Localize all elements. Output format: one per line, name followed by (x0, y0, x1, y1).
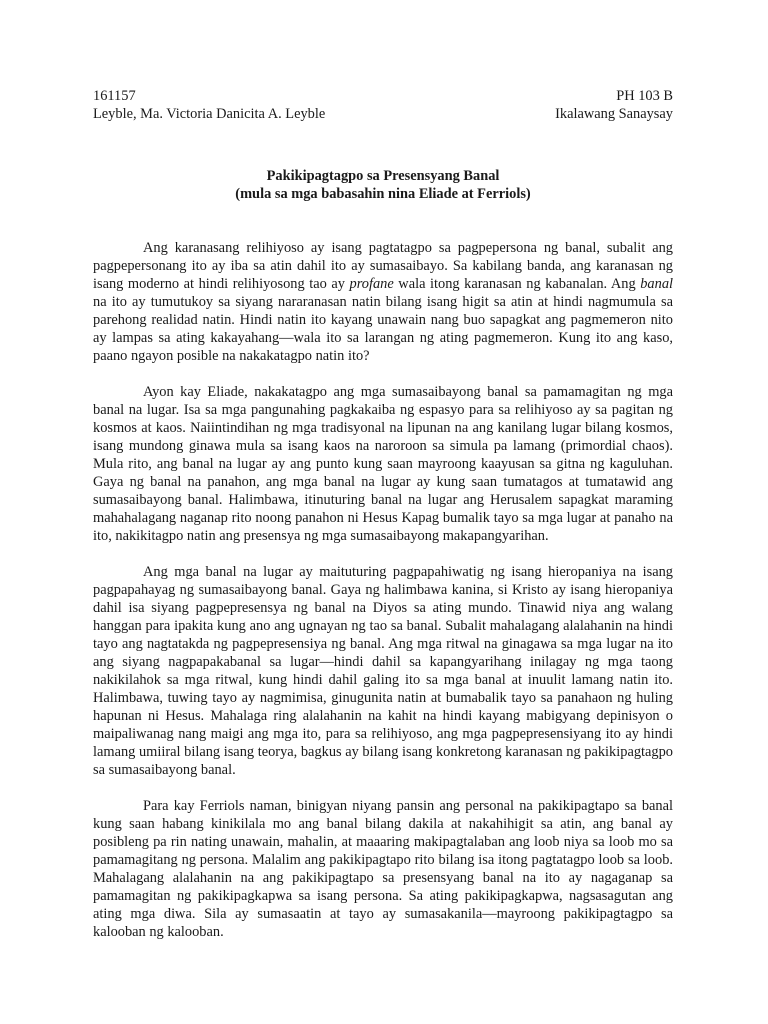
course-code: PH 103 B (616, 88, 673, 104)
title-main: Pakikipagtagpo sa Presensyang Banal (266, 168, 500, 184)
paragraph-1 (93, 239, 673, 365)
title-sub: (mula sa mga babasahin nina Eliade at Ferriols) (235, 186, 531, 202)
essay-body (93, 239, 673, 941)
document-header (93, 87, 673, 123)
paragraph-1-part-e: na ito ay tumutukoy sa siyang nararanasan natin bilang isang higit sa atin at hindi nagmumula sa parehong realidad natin. Hindi natin ito kayang unawain nang buo sapagkat ang pagmemeron nito ay lampas sa ating kakayahang—wala ito sa larangan ng ating pagmemeron. Kung ito ang kaso, paano ngayon posible na nakakatagpo natin ito? (93, 294, 673, 364)
paragraph-3: Ang mga banal na lugar ay maituturing pagpapahiwatig ng isang hieropaniya na isang pagpapahayag ng sumasaibayong banal. Gaya ng halimbawa kanina, si Kristo ay isang hieropaniya dahil isa siyang pagpepresensya ng banal na Diyos sa ating mundo. Tinawid niya ang walang hanggan para ipakita kung ano ang ugnayan ng tao sa banal. Subalit mahalagang alalahanin na hindi tayo ang nagtatakda ng pagpepresensiya ng banal. Ang mga ritwal na ginagawa sa mga lugar na ito ang siyang nagpapakabanal sa lugar—hindi dahil sa kapangyarihang inilagay ng mga taong nakikilahok sa mga ritwal, kung hindi dahil galing ito sa mga banal at inuulit lamang natin ito. Halimbawa, tuwing tayo ay nagmimisa, ginugunita natin at bumabalik tayo sa panahaon ng huling hapunan ni Hesus. Mahalaga ring alalahanin na kahit na hindi kayang mabigyang depinisyon o maipaliwanag nang maigi ang mga ito, para sa relihiyoso, ang mga pagpepresensiyang ito ay hindi lamang umiiral bilang isang teorya, bagkus ay bilang isang konkretong karanasan ng pakikipagtagpo sa sumasaibayong banal. (93, 564, 673, 778)
header-left (93, 87, 325, 123)
term-banal: banal (640, 276, 674, 292)
assignment-name: Ikalawang Sanaysay (555, 106, 673, 122)
term-profane: profane (349, 276, 394, 292)
paragraph-4: Para kay Ferriols naman, binigyan niyang pansin ang personal na pakikipagtapo sa banal kung saan habang kinikilala mo ang banal bilang dakila at nakahihigit sa atin, ang banal ay posibleng pa rin nating unawain, mahalin, at maaaring makipagtalaban ang loob niya sa loob mo sa pamamagitang ng persona. Malalim ang pakikipagtapo rito bilang isa itong pagtatagpo loob sa loob. Mahalagang alalahanin na ang pakikipagtapo sa presensyang banal na ito ay nagaganap sa pamamagitan ng pakikipagkapwa sa isang persona. Sa ating pakikipagkapwa, nagsasagutan ang ating mga diwa. Sila ay sumasaatin at tayo ay sumasakanila—mayroong pakikipagtagpo sa kalooban ng kalooban. (93, 798, 673, 940)
header-right (555, 87, 673, 123)
paragraph-2: Ayon kay Eliade, nakakatagpo ang mga sumasaibayong banal sa pamamagitan ng mga banal na lugar. Isa sa mga pangunahing pagkakaiba ng espasyo para sa relihiyoso ay sa pagitan ng kosmos at kaos. Naiintindihan ng mga tradisyonal na lipunan na ang kanilang lugar bilang kosmos, isang mundong ginawa mula sa isang kaos na naroroon sa simula pa lamang (primordial chaos). Mula rito, ang banal na lugar ay ang punto kung saan mayroong kaayusan sa gitna ng kaguluhan. Gaya ng banal na panahon, ang mga banal na lugar ay kung saan tumatagos at tumatawid ang sumasaibayong banal. Halimbawa, itinuturing banal na lugar ang Herusalem sapagkat maraming mahahalagang naganap rito noong panahon ni Hesus Kapag bumalik tayo sa mga lugar at panaho na ito, nakikitagpo natin ang presensya ng mga sumasaibayong makapangyarihan. (93, 384, 673, 544)
author-name: Leyble, Ma. Victoria Danicita A. Leyble (93, 106, 326, 122)
essay-title (93, 167, 673, 203)
id-number: 161157 (93, 88, 136, 104)
paragraph-1-part-a: Ang karanasang relihiyoso ay isang pagtatagpo sa pagpepersona ng banal, subalit ang pagpepersonang ito ay iba sa atin dahil ito ay sumasaibayo. Sa kabilang banda, ang karanasan ng isang moderno at hindi relihiyosong tao ay (93, 240, 673, 292)
paragraph-1-part-c: wala itong karanasan ng kabanalan. Ang (393, 276, 641, 292)
